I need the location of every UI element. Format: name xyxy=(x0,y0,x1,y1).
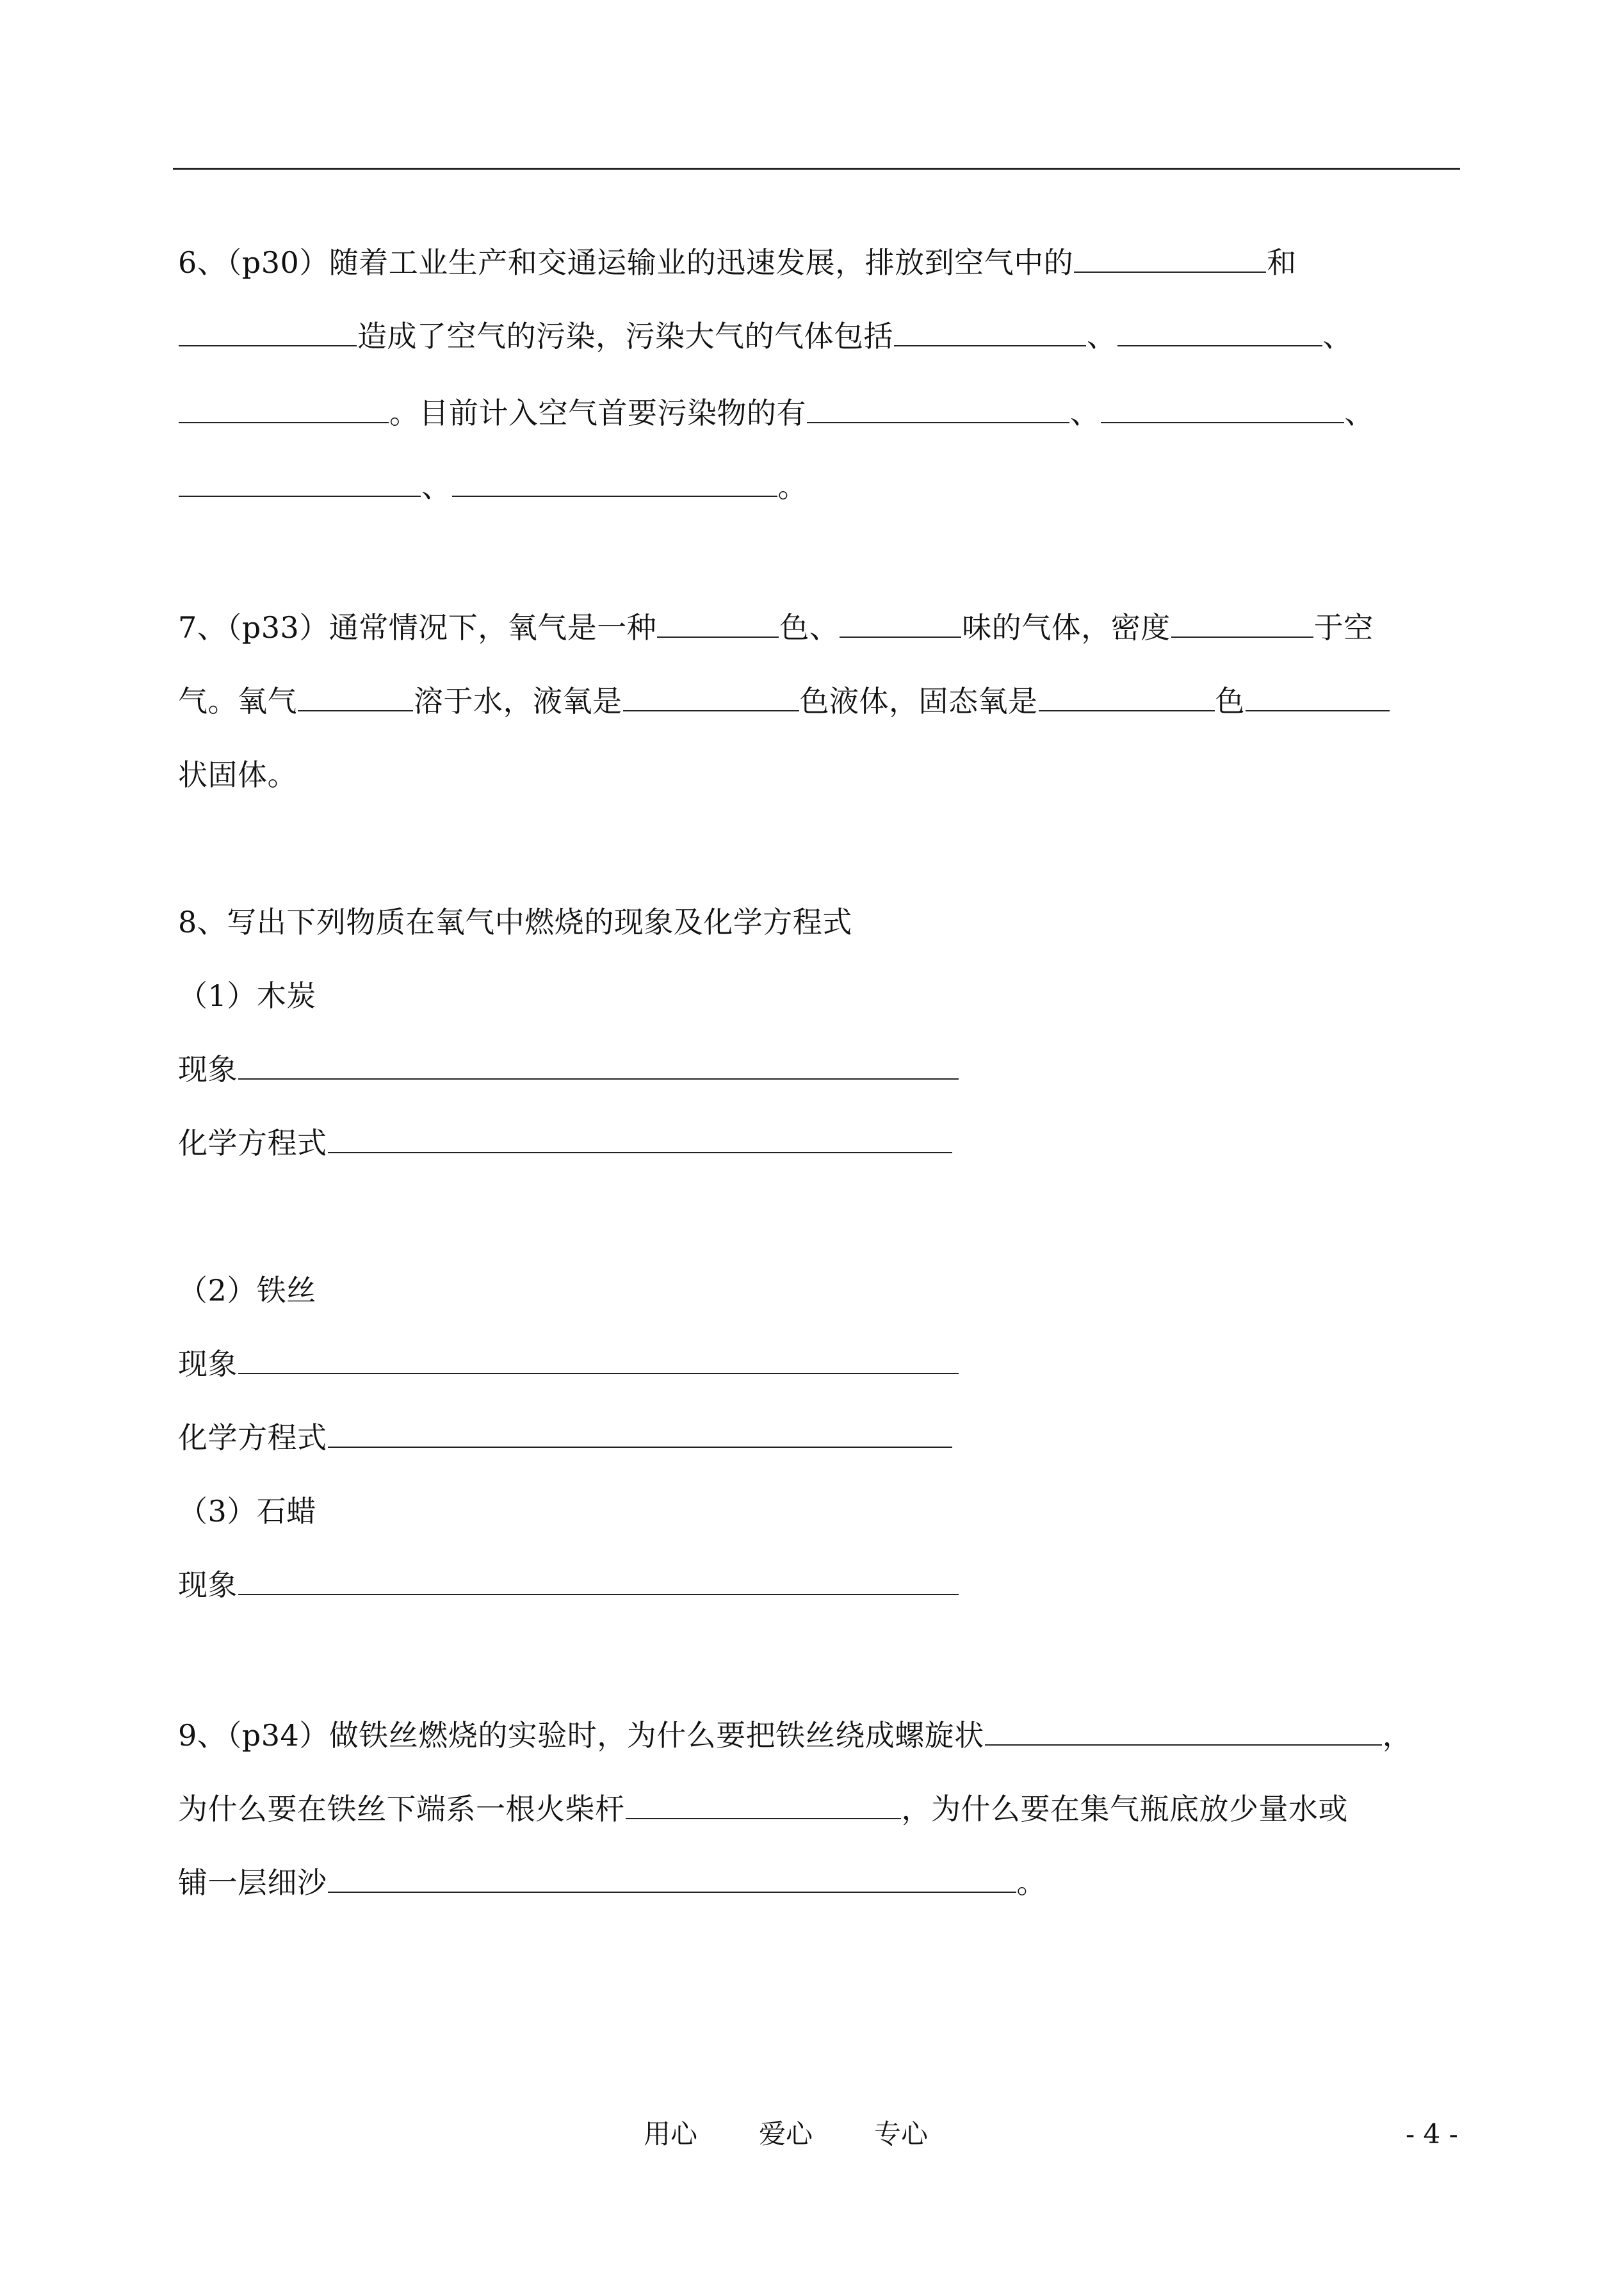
q6-text: 和 xyxy=(1267,245,1297,280)
footer-motto-1: 用心 xyxy=(644,2118,698,2150)
q6-blank-3[interactable] xyxy=(894,323,1086,346)
q7-text: 状固体。 xyxy=(178,758,297,792)
q6-blank-5[interactable] xyxy=(179,400,389,423)
q7-blank-1[interactable] xyxy=(657,615,779,638)
q6-separator: 、 xyxy=(1322,319,1352,353)
phenomenon-label: 现象 xyxy=(178,1568,238,1602)
q8-item-2: （2）铁丝 xyxy=(178,1273,316,1308)
q7-line-1 xyxy=(178,608,1374,647)
q6-blank-6[interactable] xyxy=(807,400,1069,423)
q7-text: 味的气体，密度 xyxy=(962,610,1171,645)
q6-blank-1[interactable] xyxy=(1074,250,1266,273)
q8-blank-3[interactable] xyxy=(238,1351,959,1374)
q9-blank-2[interactable] xyxy=(626,1796,901,1819)
q8-blank-2[interactable] xyxy=(328,1130,952,1153)
q6-text: 6、（p30）随着工业生产和交通运输业的迅速发展，排放到空气中的 xyxy=(178,245,1074,280)
q6-separator: 、 xyxy=(421,469,451,504)
q8-item-1-equation xyxy=(178,1124,953,1162)
q6-text: 。目前计入空气首要污染物的有 xyxy=(389,396,806,430)
q7-text: 7、（p33）通常情况下，氧气是一种 xyxy=(178,610,657,645)
q7-blank-4[interactable] xyxy=(298,688,413,711)
q8-item-3: （3）石蜡 xyxy=(178,1494,316,1529)
q6-blank-4[interactable] xyxy=(1117,323,1322,346)
q6-separator: 、 xyxy=(1087,319,1117,353)
q9-blank-1[interactable] xyxy=(985,1723,1382,1746)
footer-motto-3: 专心 xyxy=(874,2118,929,2150)
q7-line-3 xyxy=(178,756,297,794)
q6-line-1 xyxy=(178,243,1297,282)
q9-text: 。 xyxy=(1016,1865,1046,1900)
q6-blank-8[interactable] xyxy=(179,474,421,497)
q9-text: 铺一层细沙 xyxy=(178,1865,327,1900)
q7-text: 色液体，固态氧是 xyxy=(799,684,1038,718)
q8-item-2-phenomenon xyxy=(178,1345,959,1383)
phenomenon-label: 现象 xyxy=(178,1052,238,1087)
q7-blank-7[interactable] xyxy=(1246,688,1390,711)
q7-blank-5[interactable] xyxy=(623,688,799,711)
q9-text: ，为什么要在集气瓶底放少量水或 xyxy=(901,1792,1348,1826)
q8-item-3-phenomenon xyxy=(178,1566,959,1604)
q9-text: 为什么要在铁丝下端系一根火柴杆 xyxy=(178,1792,625,1826)
header-rule xyxy=(173,168,1460,170)
phenomenon-label: 现象 xyxy=(178,1347,238,1381)
q9-blank-3[interactable] xyxy=(328,1870,1016,1893)
q6-separator: 、 xyxy=(1344,396,1374,430)
q6-text: 造成了空气的污染，污染大气的气体包括 xyxy=(357,319,893,353)
q9-line-2 xyxy=(178,1790,1348,1828)
q7-text: 于空 xyxy=(1313,610,1374,645)
q6-line-2 xyxy=(178,317,1352,355)
q7-blank-3[interactable] xyxy=(1171,615,1313,638)
q9-text: ， xyxy=(1382,1718,1413,1753)
q7-text: 色 xyxy=(1215,684,1245,718)
q8-title: 8、写出下列物质在氧气中燃烧的现象及化学方程式 xyxy=(178,905,852,939)
q7-blank-6[interactable] xyxy=(1039,688,1215,711)
q6-separator: 、 xyxy=(1070,396,1100,430)
q8-item-1-phenomenon xyxy=(178,1050,959,1089)
q8-blank-1[interactable] xyxy=(238,1057,959,1080)
q7-text: 气。氧气 xyxy=(178,684,297,718)
q8-item-1: （1）木炭 xyxy=(178,978,316,1013)
q6-blank-9[interactable] xyxy=(452,474,777,497)
q7-text: 色、 xyxy=(779,610,840,645)
q9-text: 9、（p34）做铁丝燃烧的实验时，为什么要把铁丝绕成螺旋状 xyxy=(178,1718,984,1753)
q7-line-2 xyxy=(178,682,1390,720)
q6-line-3 xyxy=(178,394,1374,432)
equation-label: 化学方程式 xyxy=(178,1126,327,1160)
q6-blank-2[interactable] xyxy=(179,323,357,346)
q7-text: 溶于水，液氧是 xyxy=(414,684,622,718)
q7-blank-2[interactable] xyxy=(840,615,961,638)
footer-motto-2: 爱心 xyxy=(759,2118,813,2150)
q6-blank-7[interactable] xyxy=(1101,400,1344,423)
q9-line-3 xyxy=(178,1863,1046,1902)
q8-blank-4[interactable] xyxy=(328,1425,952,1448)
q9-line-1 xyxy=(178,1716,1412,1755)
q8-item-2-equation xyxy=(178,1418,953,1457)
q6-line-4 xyxy=(178,467,808,506)
q8-blank-5[interactable] xyxy=(238,1572,959,1595)
q6-text: 。 xyxy=(777,469,808,504)
equation-label: 化学方程式 xyxy=(178,1420,327,1455)
page-number: - 4 - xyxy=(1406,2118,1458,2150)
